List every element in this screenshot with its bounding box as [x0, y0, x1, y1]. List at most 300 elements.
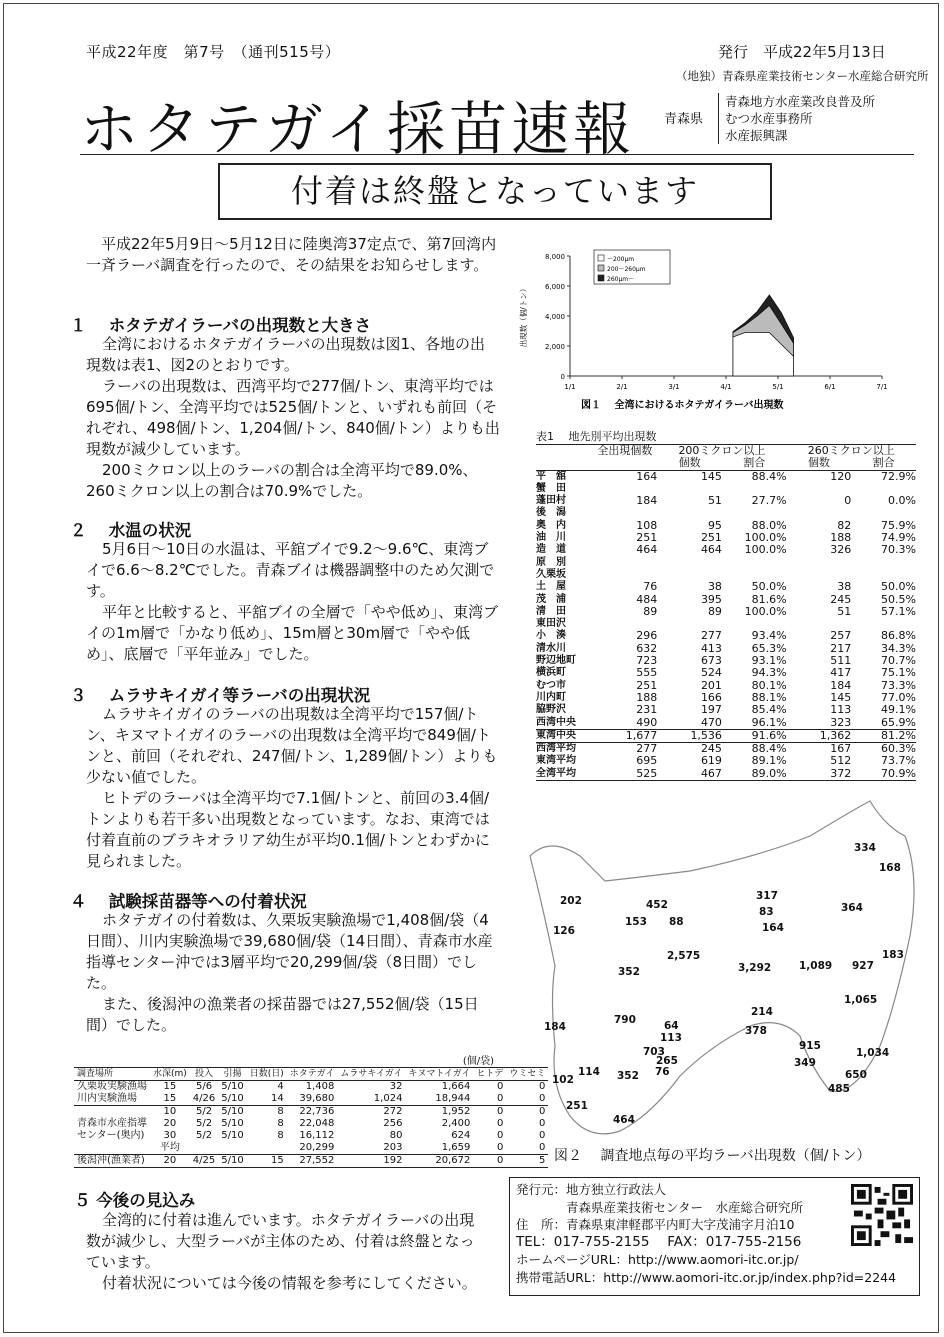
table-cell: 470: [700, 715, 722, 729]
table-row: [536, 704, 916, 716]
table-row: [536, 755, 916, 767]
table-cell: 38: [707, 580, 722, 594]
prefecture-label: 青森県: [664, 112, 704, 127]
table-cell: 512: [830, 754, 852, 768]
x-tick-label: 3/1: [668, 383, 680, 391]
table-cell: 145: [830, 690, 852, 704]
table-cell: 清水川: [536, 642, 566, 654]
table-cell: 95: [707, 518, 722, 532]
map-station-value: 927: [852, 960, 874, 972]
org-item: 青森地方水産業改良普及所: [725, 94, 876, 109]
table-cell: 5/2: [195, 1118, 213, 1129]
table-cell: 88.1%: [751, 690, 787, 704]
table-cell: 145: [700, 469, 722, 483]
table-cell: [74, 1142, 150, 1155]
chart-title: 図１ 全湾におけるホタテガイラーバ出現数: [581, 400, 784, 411]
headline-box: 付着は終盤となっています: [218, 163, 772, 220]
table-cell: 73.3%: [881, 678, 916, 692]
table-cell: 0: [497, 1081, 504, 1092]
paragraph: また、後潟沖の漁業者の採苗器では27,552個/袋（15日間）でした。: [86, 995, 479, 1034]
legend-swatch: [598, 275, 604, 281]
table-cell: 20,299: [299, 1142, 335, 1153]
table-unit: (個/袋): [462, 1056, 494, 1067]
paragraph: ホタテガイの付着数は、久栗坂実験漁場で1,408個/袋（4日間）、川内実験漁場で39,680個/袋（14日間）、青森市水産指導センター沖では3層平均で20,299個/袋（8日間）でした。: [86, 911, 493, 992]
table-cell: 4: [277, 1081, 284, 1092]
map-station-value: 2,575: [667, 950, 701, 962]
table-cell: [787, 557, 852, 569]
table-header-cell: 個数: [787, 457, 852, 470]
map-station-value: 378: [745, 1025, 767, 1037]
table-cell: 82: [837, 518, 852, 532]
table-cell: [787, 483, 852, 495]
table-header-cell: 割合: [851, 457, 916, 470]
table-row: [536, 544, 916, 556]
table-cell: 横浜町: [536, 667, 566, 679]
table-cell: 65.3%: [751, 641, 787, 655]
table-cell: 5/2: [195, 1106, 213, 1117]
table-cell: 原 別: [536, 556, 566, 568]
table-cell: 8: [277, 1118, 284, 1129]
table-cell: 80.1%: [751, 678, 787, 692]
table-cell: 奥 内: [536, 519, 566, 531]
table-cell: [722, 557, 787, 569]
map-station-value: 485: [828, 1083, 850, 1095]
table-header-row: [74, 1068, 548, 1081]
table-cell: 484: [636, 592, 658, 606]
table-header-cell: 全出現個数: [597, 444, 653, 457]
table-header-cell: 投入: [190, 1068, 218, 1081]
map-station-value: 184: [544, 1021, 566, 1033]
info-line: 住 所：青森県東津軽郡平内町大字茂浦字月泊10: [516, 1217, 795, 1232]
table-row: [536, 507, 916, 519]
table-header-cell: ムラサキイガイ: [337, 1068, 405, 1081]
table-cell: 93.1%: [751, 654, 787, 668]
table-cell: 0.0%: [888, 494, 916, 508]
table-cell: 5/6: [195, 1081, 213, 1092]
map-station-value: 349: [794, 1057, 816, 1069]
paragraph: ムラサキイガイのラーバの出現数は全湾平均で157個/トン、キヌマトイガイのラーバの出現数は全湾平均で849個/トンと、前回（それぞれ、247個/トン、1,289個/トン）よりも少ない値でした。: [86, 705, 498, 786]
map-station-value: 452: [646, 899, 668, 911]
table-cell: 1,408: [305, 1081, 335, 1092]
table-cell: 15: [271, 1155, 284, 1166]
table-row: [536, 717, 916, 730]
section-2-body: [86, 539, 500, 665]
table-cell: 467: [700, 766, 722, 780]
table-cell: 245: [700, 742, 722, 756]
table-cell: 464: [700, 543, 722, 557]
table-cell: 100.0%: [744, 531, 787, 545]
table-cell: 89.1%: [751, 754, 787, 768]
y-axis-label: 出現数（個/トン）: [519, 284, 528, 348]
x-tick-label: 7/1: [876, 383, 888, 391]
table-cell: むつ市: [536, 679, 566, 691]
legend-swatch: [598, 255, 604, 261]
intro-paragraph: 平成22年5月9日～5月12日に陸奥湾37定点で、第7回湾内一斉ラーバ調査を行ったので、その結果をお知らせします。: [86, 235, 497, 274]
paragraph: 全湾におけるホタテガイラーバの出現数は図1、各地の出現数は表1、図2のとおりです。: [86, 335, 486, 374]
homepage-link[interactable]: ホームページURL：http://www.aomori-itc.or.jp/: [516, 1252, 799, 1267]
table-cell: 256: [383, 1118, 403, 1129]
table-cell: 413: [700, 641, 722, 655]
table-row: [536, 470, 916, 483]
table-cell: 1,952: [441, 1106, 471, 1117]
table-cell: 50.0%: [751, 580, 787, 594]
map-station-value: 915: [799, 1040, 821, 1052]
table-cell: 8: [277, 1106, 284, 1117]
table-row: [536, 483, 916, 495]
table-cell: 86.8%: [881, 629, 916, 643]
map-station-value: 102: [552, 1074, 574, 1086]
table-cell: [218, 1142, 246, 1155]
map-station-value: 168: [879, 862, 901, 874]
table-row: [536, 655, 916, 667]
table-cell: [247, 1142, 287, 1155]
table-cell: 10: [163, 1106, 177, 1117]
table-cell: 81.2%: [881, 728, 916, 742]
table-cell: [190, 1142, 218, 1155]
legend-label: 200～260μm: [607, 266, 646, 273]
table-cell: 22,736: [299, 1106, 335, 1117]
paragraph: 全湾的に付着は進んでいます。ホタテガイラーバの出現数が減少し、大型ラーバが主体のため、付着は終盤となっています。: [86, 1211, 475, 1271]
table-cell: [657, 557, 722, 569]
table-cell: 85.4%: [751, 703, 787, 717]
section-1-body: [86, 334, 500, 502]
table-cell: 695: [636, 754, 658, 768]
table-row: [74, 1142, 548, 1155]
table-cell: 88.4%: [751, 469, 787, 483]
x-tick-label: 4/1: [720, 383, 732, 391]
table-cell: 平 舘: [536, 470, 566, 482]
table-cell: 201: [700, 678, 722, 692]
table-cell: 81.6%: [751, 592, 787, 606]
table-cell: 192: [383, 1155, 403, 1166]
section-5-title: ５ 今後の見込み: [74, 1191, 196, 1210]
table-cell: 蓬田村: [536, 495, 566, 507]
table-cell: 72.9%: [881, 469, 916, 483]
table-cell: 30: [163, 1130, 177, 1141]
table-cell: 77.0%: [881, 690, 916, 704]
section-2-title: ２ 水温の状況: [70, 521, 192, 540]
table-cell: [787, 507, 852, 519]
partner-orgs: [718, 93, 875, 144]
table-cell: 75.9%: [881, 518, 916, 532]
table-title: 表1 地先別平均出現数: [536, 430, 657, 443]
qr-code-icon: [851, 1184, 913, 1246]
table-cell: 2,400: [441, 1118, 471, 1129]
table-cell: 16,112: [299, 1130, 335, 1141]
map-station-value: 183: [882, 949, 904, 961]
larvae-chart: [514, 246, 894, 420]
map-station-value: 251: [566, 1100, 588, 1112]
table-cell: 川内実験漁場: [77, 1093, 137, 1104]
table-row: [74, 1093, 548, 1106]
table-row: [536, 729, 916, 742]
table-cell: 脇野沢: [536, 704, 566, 716]
table-header-cell: ウミセミ: [506, 1068, 548, 1081]
table-header-cell: 個数: [657, 457, 722, 470]
table-cell: 0: [497, 1142, 504, 1153]
table-cell: 西湾平均: [536, 743, 576, 755]
info-line: 青森県産業技術センター 水産総合研究所: [516, 1199, 804, 1215]
table-cell: [851, 557, 916, 569]
map-station-value: 113: [660, 1032, 682, 1044]
section-4-title: ４ 試験採苗器等への付着状況: [70, 892, 307, 911]
table-cell: 27,552: [299, 1155, 335, 1166]
table-cell: 15: [163, 1081, 177, 1092]
map-station-value: 3,292: [738, 962, 772, 974]
map-station-value: 114: [578, 1066, 600, 1078]
table-row: [536, 606, 916, 618]
table-cell: 32: [389, 1081, 403, 1092]
section-1-title: １ ホタテガイラーバの出現数と大きさ: [70, 316, 372, 335]
table-cell: 5/10: [221, 1081, 244, 1092]
table-cell: 524: [700, 666, 722, 680]
table-row: [536, 643, 916, 655]
table-cell: 555: [636, 666, 658, 680]
paragraph: 5月6日～10日の水温は、平舘ブイで9.2～9.6℃、東湾ブイで6.6～8.2℃でした。青森ブイは機器調整中のため欠測です。: [86, 540, 495, 600]
regional-table: [536, 428, 916, 781]
legend-swatch: [598, 265, 604, 271]
table-cell: 1,664: [441, 1081, 471, 1092]
publisher: （地独）青森県産業技術センター水産総合研究所: [676, 69, 929, 83]
table-cell: 0: [497, 1155, 504, 1166]
table-row: [74, 1130, 548, 1142]
table-cell: 5/10: [221, 1118, 244, 1129]
table-cell: 100.0%: [744, 604, 787, 618]
info-line: 発行元：地方独立行政法人: [516, 1182, 667, 1197]
table-cell: 東湾平均: [536, 755, 576, 767]
table-header-cell: 引揚: [218, 1068, 246, 1081]
table-cell: 5/2: [195, 1130, 213, 1141]
info-line: TEL：017-755-2155 FAX：017-755-2156: [516, 1233, 802, 1250]
table-cell: 632: [636, 641, 658, 655]
table-cell: 89.0%: [751, 766, 787, 780]
table-cell: 184: [830, 678, 852, 692]
table-cell: 277: [636, 742, 658, 756]
table-cell: [722, 507, 787, 519]
table-row: [536, 692, 916, 704]
table-row: [536, 768, 916, 781]
table-row: [536, 520, 916, 532]
table-cell: 624: [451, 1130, 471, 1141]
table-header-cell: 水深(m): [150, 1068, 190, 1081]
y-tick-label: 8,000: [544, 253, 565, 261]
table-cell: 120: [830, 469, 852, 483]
table-cell: 277: [700, 629, 722, 643]
header-rule: [80, 154, 914, 155]
table-cell: 673: [700, 654, 722, 668]
map-station-value: 126: [553, 925, 575, 937]
table-cell: 土 屋: [536, 581, 566, 593]
table-cell: 50.5%: [881, 592, 916, 606]
table-cell: 251: [700, 531, 722, 545]
table-header-cell: キヌマトイガイ: [405, 1068, 473, 1081]
table-cell: 50.0%: [881, 580, 916, 594]
table-cell: センター(奥内): [77, 1130, 145, 1141]
table-cell: 525: [636, 766, 658, 780]
table-cell: 188: [830, 531, 852, 545]
table-row: [536, 630, 916, 642]
table-cell: 89: [707, 604, 722, 618]
map-station-value: 334: [854, 842, 876, 854]
table-cell: 0: [539, 1130, 546, 1141]
table-cell: 323: [830, 715, 852, 729]
table-cell: 73.7%: [881, 754, 916, 768]
table-cell: 西湾中央: [536, 716, 576, 728]
table-cell: 0: [497, 1093, 504, 1104]
paragraph: 200ミクロン以上のラーバの割合は全湾平均で89.0%、260ミクロン以上の割合は70.9%でした。: [86, 461, 478, 500]
issue-date: 発行 平成22年5月13日: [718, 43, 886, 61]
table-cell: 34.3%: [881, 641, 916, 655]
table-cell: 14: [271, 1093, 284, 1104]
table-cell: 27.7%: [751, 494, 787, 508]
table-row: [536, 569, 916, 581]
table-cell: 0: [497, 1118, 504, 1129]
table-cell: 5: [539, 1155, 546, 1166]
table-cell: 蟹 田: [536, 482, 566, 494]
table-cell: 後潟沖(漁業者): [77, 1155, 145, 1166]
table-row: [74, 1081, 548, 1094]
map-station-value: 650: [845, 1069, 867, 1081]
table-cell: [593, 557, 658, 569]
table-cell: 油 川: [536, 532, 566, 544]
mobile-link[interactable]: 携帯電話URL：http://www.aomori-itc.or.jp/index.php?id=2244: [516, 1269, 897, 1285]
table-header-cell: 200ミクロン以上: [678, 444, 766, 457]
table-cell: 清 田: [536, 605, 566, 617]
table-row: [536, 618, 916, 630]
table-cell: 197: [700, 703, 722, 717]
org-item: むつ水産事務所: [725, 111, 813, 126]
table-cell: 38: [837, 580, 852, 594]
table-cell: 251: [636, 678, 658, 692]
table-cell: 93.4%: [751, 629, 787, 643]
table-cell: 70.9%: [881, 766, 916, 780]
table-cell: 20,672: [435, 1155, 471, 1166]
table-cell: 20: [163, 1155, 177, 1166]
table-cell: 245: [830, 592, 852, 606]
table-cell: 89: [643, 604, 658, 618]
table-cell: 70.7%: [881, 654, 916, 668]
table-cell: 113: [830, 703, 852, 717]
table-cell: 8: [277, 1130, 284, 1141]
x-tick-label: 1/1: [564, 383, 576, 391]
table-cell: 4/26: [192, 1093, 216, 1104]
table-row: [74, 1118, 548, 1130]
table-cell: 272: [383, 1106, 403, 1117]
map-station-value: 364: [841, 902, 863, 914]
table-cell: 203: [383, 1142, 403, 1153]
table-cell: 188: [636, 690, 658, 704]
table-cell: 1,659: [441, 1142, 471, 1153]
table-cell: 619: [700, 754, 722, 768]
table-cell: 青森市水産指導: [77, 1118, 147, 1129]
map-station-value: 790: [614, 1014, 636, 1026]
attachment-table: [74, 1052, 548, 1168]
table-header-cell: ヒトデ: [473, 1068, 506, 1081]
table-cell: 0: [539, 1081, 546, 1092]
table-cell: 1,024: [373, 1093, 403, 1104]
table-cell: 0: [539, 1106, 546, 1117]
table-cell: [657, 507, 722, 519]
table-cell: 18,944: [435, 1093, 471, 1104]
map-station-value: 164: [762, 922, 784, 934]
section-3-body: [86, 704, 500, 872]
table-cell: 全湾平均: [536, 767, 576, 779]
table-cell: 464: [636, 543, 658, 557]
table-cell: 100.0%: [744, 543, 787, 557]
table-header-cell: [536, 445, 593, 458]
map-station-value: 265: [656, 1055, 678, 1067]
table-cell: 74.9%: [881, 531, 916, 545]
table-cell: 51: [837, 604, 852, 618]
table-header-row: [536, 445, 916, 458]
paragraph: 付着状況については今後の情報を参考にしてください。: [102, 1274, 477, 1292]
table-cell: 91.6%: [751, 728, 787, 742]
contact-box: [509, 1177, 920, 1296]
table-cell: 372: [830, 766, 852, 780]
legend-label: 260μm～: [607, 276, 635, 283]
table-header-cell: ホタテガイ: [287, 1068, 338, 1081]
map-station-value: 1,089: [799, 960, 833, 972]
map-station-value: 64: [664, 1020, 679, 1032]
table-cell: 久栗坂実験漁場: [77, 1081, 147, 1092]
table-row: [74, 1155, 548, 1168]
table-cell: 417: [830, 666, 852, 680]
paragraph: ヒトデのラーバは全湾平均で7.1個/トンと、前回の3.4個/トンよりも若干多い出現数となっています。なお、東湾では付着直前のブラキオラリア幼生が平均0.1個/トンとわずかに見られました。: [86, 789, 490, 870]
table-subheader-row: [536, 457, 916, 470]
x-tick-label: 2/1: [616, 383, 628, 391]
table-cell: 22,048: [299, 1118, 335, 1129]
table-cell: 96.1%: [751, 715, 787, 729]
table-cell: 94.3%: [751, 666, 787, 680]
table-cell: 65.9%: [881, 715, 916, 729]
table-cell: 184: [636, 494, 658, 508]
table-row: [536, 557, 916, 569]
map-station-value: 1,034: [856, 1047, 890, 1059]
table-cell: 東田沢: [536, 618, 566, 630]
table-cell: 造 道: [536, 544, 566, 556]
map-station-value: 153: [625, 916, 647, 928]
table-cell: 1,677: [625, 728, 658, 742]
table-header-cell: [593, 457, 658, 470]
table-row: [536, 495, 916, 507]
table-cell: 0: [497, 1130, 504, 1141]
table-cell: 217: [830, 641, 852, 655]
table-cell: [593, 507, 658, 519]
table-cell: 1,536: [690, 728, 722, 742]
table-cell: 4/25: [192, 1155, 216, 1166]
table-cell: 57.1%: [881, 604, 916, 618]
table-row: [74, 1106, 548, 1119]
legend-label: ～200μm: [607, 256, 635, 263]
map-station-value: 83: [759, 906, 774, 918]
table-row: [536, 743, 916, 756]
table-cell: 490: [636, 715, 658, 729]
table-header-cell: [536, 457, 593, 470]
table-cell: 39,680: [299, 1093, 335, 1104]
org-item: 水産振興課: [725, 128, 788, 143]
newsletter-title: ホタテガイ採苗速報: [80, 95, 636, 163]
table-cell: 251: [636, 531, 658, 545]
table-cell: 296: [636, 629, 658, 643]
y-tick-label: 2,000: [544, 343, 565, 351]
table-cell: 88.0%: [751, 518, 787, 532]
table-cell: 395: [700, 592, 722, 606]
table-header-cell: 調査場所: [74, 1068, 150, 1081]
map-station-value: 214: [751, 1006, 773, 1018]
table-cell: 0: [539, 1118, 546, 1129]
map-station-value: 202: [560, 895, 582, 907]
table-cell: 166: [700, 690, 722, 704]
